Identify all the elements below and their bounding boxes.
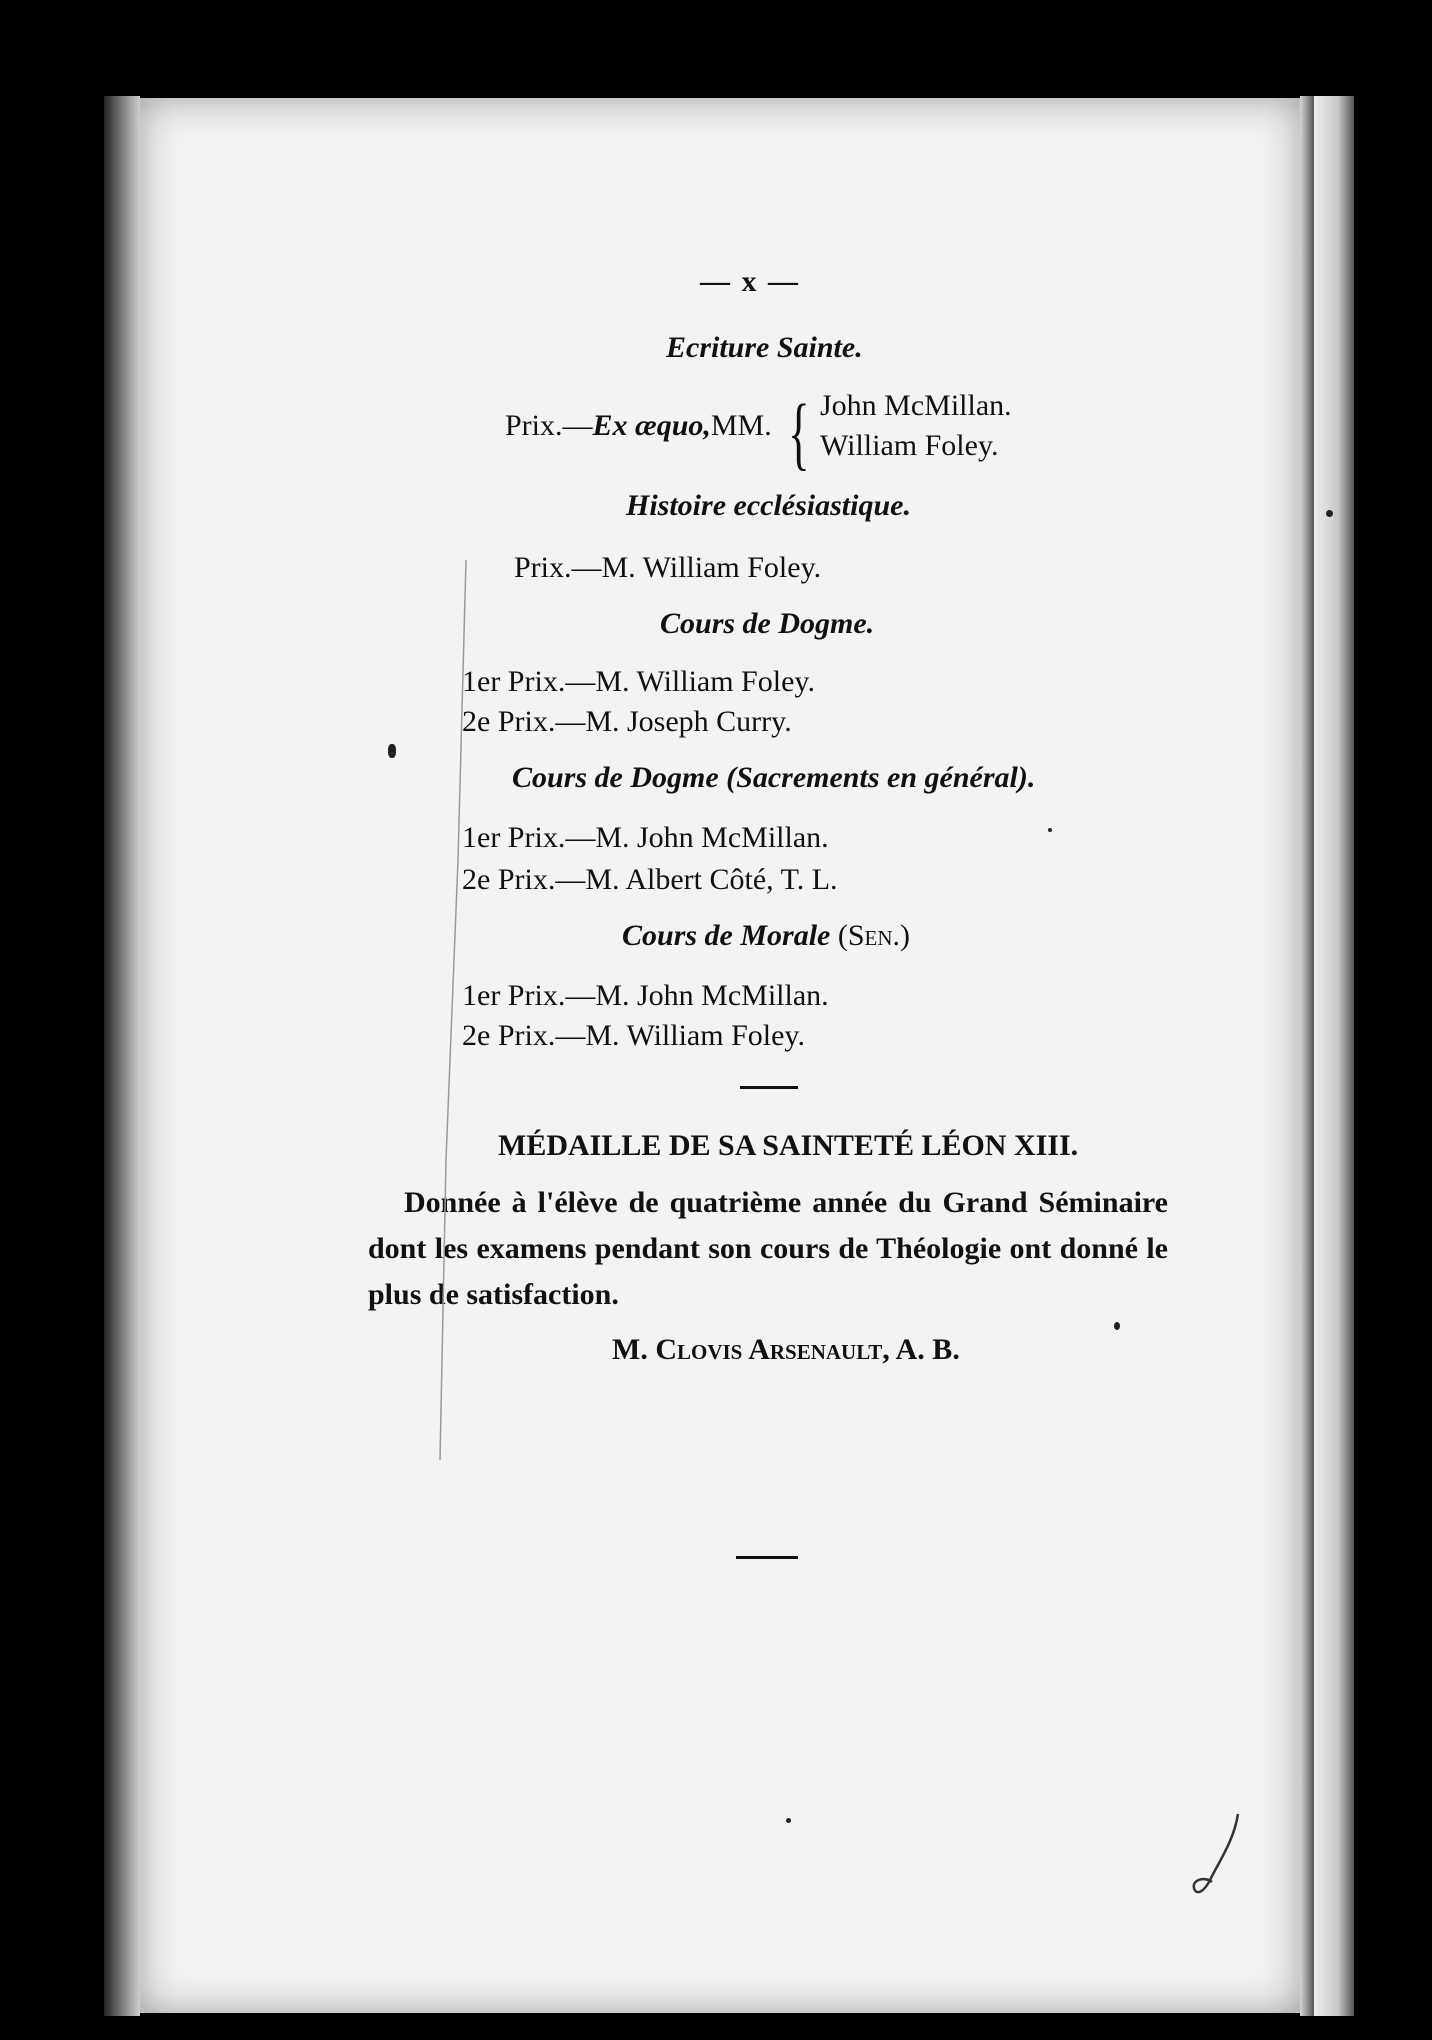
page-edge-right bbox=[1300, 96, 1314, 2016]
separator-rule bbox=[740, 1086, 798, 1089]
section-heading-histoire: Histoire ecclésiastique. bbox=[626, 489, 911, 522]
section-heading-morale-title: Cours de Morale bbox=[622, 919, 831, 952]
prize-line: 2e Prix.—M. Joseph Curry. bbox=[462, 705, 792, 738]
prize-suffix: MM. bbox=[710, 409, 772, 442]
handwritten-mark-icon bbox=[1190, 1810, 1250, 1900]
medal-recipient bbox=[612, 1332, 960, 1368]
prize-line: 1er Prix.—M. John McMillan. bbox=[462, 979, 829, 1012]
section-heading-dogme: Cours de Dogme. bbox=[660, 607, 875, 640]
page-gutter-shadow bbox=[104, 96, 140, 2016]
prize-qualifier: Ex æquo, bbox=[592, 409, 711, 442]
book-page bbox=[140, 98, 1300, 2013]
scan-speck bbox=[1114, 1322, 1120, 1330]
prize-line: 1er Prix.—M. John McMillan. bbox=[462, 821, 829, 854]
prize-line: 1er Prix.—M. William Foley. bbox=[462, 665, 815, 698]
prize-line-ex-aequo bbox=[505, 408, 772, 444]
prize-label: Prix.— bbox=[505, 409, 593, 442]
scan-speck bbox=[1048, 828, 1052, 832]
section-heading-morale-tag: (Sen.) bbox=[837, 919, 911, 952]
facing-page-strip bbox=[1314, 96, 1354, 2016]
page-number: — x — bbox=[700, 265, 800, 298]
recipient-name: Clovis Arsenault bbox=[655, 1333, 883, 1366]
section-heading-dogme-sacrements: Cours de Dogme (Sacrements en général). bbox=[512, 761, 1036, 794]
scan-speck bbox=[786, 1818, 791, 1823]
prize-line: Prix.—M. William Foley. bbox=[514, 551, 822, 584]
medal-paragraph bbox=[368, 1180, 1168, 1318]
recipient-suffix: , A. B. bbox=[882, 1333, 960, 1366]
page-crease bbox=[436, 560, 476, 1460]
prize-line: 2e Prix.—M. William Foley. bbox=[462, 1019, 805, 1052]
recipient-prefix: M. bbox=[612, 1333, 648, 1366]
brace-icon: { bbox=[788, 387, 810, 478]
scan-speck bbox=[1326, 510, 1333, 517]
ex-aequo-name-2: William Foley. bbox=[820, 429, 999, 462]
scan-speck bbox=[388, 744, 396, 758]
ex-aequo-name-1: John McMillan. bbox=[820, 389, 1012, 422]
end-rule bbox=[736, 1556, 798, 1559]
section-heading-ecriture-sainte: Ecriture Sainte. bbox=[666, 331, 863, 364]
medal-paragraph-text: Donnée à l'élève de quatrième année du Grand Séminaire dont les examens pendant son cours de Théologie ont donné le plus de satisfaction. bbox=[368, 1186, 1168, 1311]
section-heading-morale bbox=[622, 918, 910, 954]
prize-line: 2e Prix.—M. Albert Côté, T. L. bbox=[462, 863, 838, 896]
medal-title: MÉDAILLE DE SA SAINTETÉ LÉON XIII. bbox=[498, 1129, 1079, 1162]
